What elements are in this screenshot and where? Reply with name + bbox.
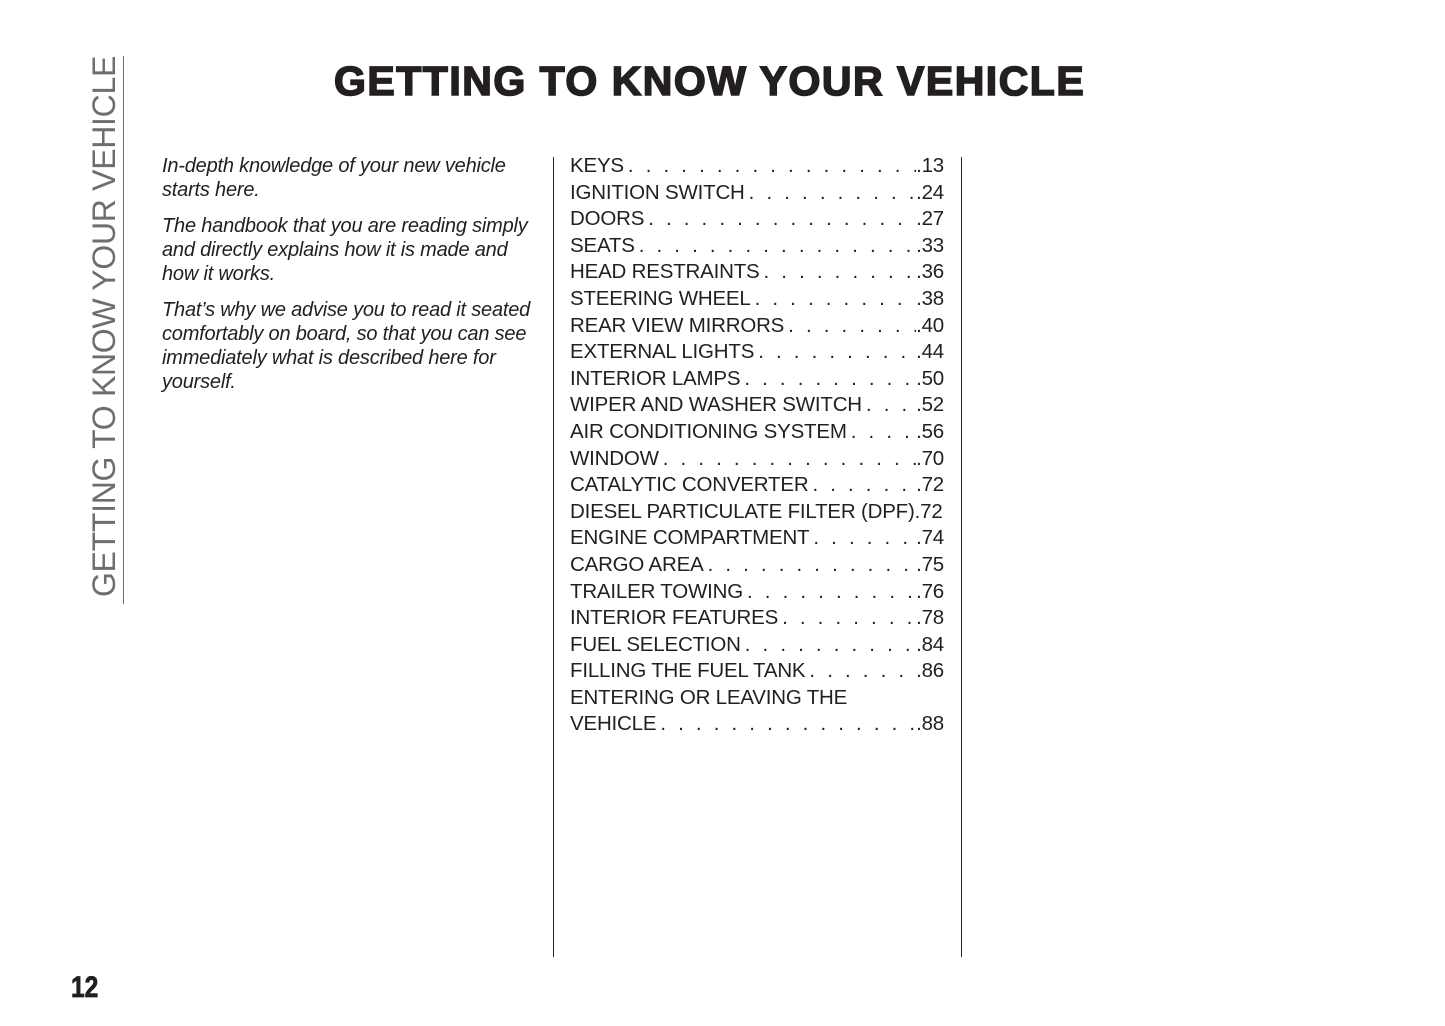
intro-paragraph: The handbook that you are reading simply and directly explains how it is made and how it works.: [162, 215, 528, 285]
toc-entry-page: .76: [916, 579, 944, 603]
toc-entry-page: .74: [916, 526, 944, 550]
toc-entry-page: .44: [916, 340, 944, 364]
toc-entry-seats[interactable]: [570, 233, 944, 260]
toc-entry-label: ENGINE COMPARTMENT: [570, 526, 810, 550]
toc-entry-head-restraints[interactable]: [570, 259, 944, 286]
toc-leader-dots: [805, 658, 916, 685]
toc-entry-trailer-towing[interactable]: [570, 579, 944, 606]
toc-leader-dots: [784, 313, 916, 340]
toc-entry-label: REAR VIEW MIRRORS: [570, 313, 785, 337]
toc-leader-dots: [741, 632, 916, 659]
toc-entry-label: KEYS: [570, 154, 624, 177]
toc-entry-label: SEATS: [570, 233, 635, 257]
toc-entry-page: .86: [916, 659, 944, 683]
toc-entry-page: .70: [916, 446, 944, 470]
toc-entry-cargo-area[interactable]: [570, 552, 944, 579]
toc-entry-page: .75: [916, 552, 944, 576]
toc-leader-dots: [808, 472, 916, 499]
toc-entry-label: FILLING THE FUEL TANK: [570, 659, 806, 683]
toc-leader-dots: [745, 180, 916, 207]
toc-entry-page: .72: [914, 499, 943, 523]
toc-entry-page: .88: [916, 712, 944, 736]
toc-entry-air-conditioning-system[interactable]: [570, 419, 944, 446]
toc-entry-page: .72: [916, 473, 944, 497]
page-number: 12: [71, 971, 99, 1004]
toc-leader-dots: [656, 711, 916, 738]
toc-entry-label: STEERING WHEEL: [570, 286, 751, 310]
toc-leader-dots: [751, 286, 917, 313]
toc-entry-engine-compartment[interactable]: [570, 525, 944, 552]
toc-entry-label: WINDOW: [570, 446, 659, 470]
column-divider-right: [961, 157, 962, 957]
toc-entry-label: DIESEL PARTICULATE FILTER (DPF): [570, 499, 915, 523]
toc-entry-rear-view-mirrors[interactable]: [570, 313, 944, 340]
toc-entry-external-lights[interactable]: [570, 339, 944, 366]
toc-entry-wiper-and-washer-switch[interactable]: [570, 392, 944, 419]
toc-entry-page: .52: [916, 393, 944, 417]
toc-entry-page: .84: [916, 632, 944, 656]
toc-entry-catalytic-converter[interactable]: [570, 472, 944, 499]
toc-entry-page: .27: [916, 207, 944, 231]
toc-entry-page: .24: [916, 180, 944, 204]
toc-entry-label: DOORS: [570, 207, 645, 231]
toc-leader-dots: [778, 605, 916, 632]
toc-entry-label: VEHICLE: [570, 712, 657, 736]
toc-leader-dots: [862, 392, 916, 419]
table-of-contents: [570, 153, 944, 738]
toc-entry-page: .78: [916, 606, 944, 630]
intro-paragraph: In-depth knowledge of your new vehicle starts here.: [162, 155, 506, 201]
intro-text: [162, 154, 542, 406]
toc-entry-label: WIPER AND WASHER SWITCH: [570, 393, 862, 417]
toc-entry-page: .56: [916, 419, 944, 443]
toc-leader-dots: [635, 233, 916, 260]
toc-entry-label: CARGO AREA: [570, 552, 704, 576]
toc-entry-label: AIR CONDITIONING SYSTEM: [570, 419, 847, 443]
toc-entry-label: TRAILER TOWING: [570, 579, 743, 603]
toc-entry-entering-or-leaving[interactable]: [570, 685, 944, 712]
toc-entry-label: FUEL SELECTION: [570, 632, 741, 656]
toc-leader-dots: [743, 579, 916, 606]
side-section-tab: [86, 56, 124, 604]
toc-leader-dots: [760, 259, 917, 286]
toc-leader-dots: [740, 366, 916, 393]
toc-entry-steering-wheel[interactable]: [570, 286, 944, 313]
toc-entry-doors[interactable]: [570, 206, 944, 233]
toc-leader-dots: [624, 153, 916, 180]
toc-entry-page: .33: [916, 233, 944, 257]
toc-leader-dots: [754, 339, 916, 366]
toc-entry-label: CATALYTIC CONVERTER: [570, 473, 809, 497]
toc-entry-label: INTERIOR LAMPS: [570, 366, 741, 390]
toc-entry-page: .50: [916, 366, 944, 390]
toc-entry-interior-features[interactable]: [570, 605, 944, 632]
toc-entry-label: IGNITION SWITCH: [570, 180, 745, 204]
toc-entry-label: EXTERNAL LIGHTS: [570, 340, 755, 364]
toc-entry-fuel-selection[interactable]: [570, 632, 944, 659]
side-section-tab-label: GETTING TO KNOW YOUR VEHICLE: [86, 56, 124, 604]
toc-entry-interior-lamps[interactable]: [570, 366, 944, 393]
toc-entry-vehicle[interactable]: [570, 711, 944, 738]
toc-entry-window[interactable]: [570, 446, 944, 473]
toc-leader-dots: [809, 525, 916, 552]
toc-entry-label: INTERIOR FEATURES: [570, 606, 779, 630]
toc-entry-label: HEAD RESTRAINTS: [570, 260, 760, 284]
column-divider-left: [553, 157, 554, 957]
toc-entry-diesel-particulate-filter[interactable]: [570, 499, 944, 526]
toc-entry-ignition-switch[interactable]: [570, 180, 944, 207]
intro-paragraph: That’s why we advise you to read it seated comfortably on board, so that you can see immediately what is described here for yourself.: [162, 299, 531, 393]
toc-entry-filling-the-fuel-tank[interactable]: [570, 658, 944, 685]
toc-entry-page: .36: [916, 260, 944, 284]
toc-entry-page: .40: [916, 313, 944, 337]
toc-leader-dots: [847, 419, 916, 446]
toc-leader-dots: [659, 446, 916, 473]
toc-leader-dots: [644, 206, 916, 233]
page-title: GETTING TO KNOW YOUR VEHICLE: [334, 58, 1086, 104]
toc-entry-page: .13: [916, 154, 944, 177]
toc-entry-keys[interactable]: [570, 153, 944, 180]
toc-entry-label: ENTERING OR LEAVING THE: [570, 685, 848, 709]
toc-entry-page: .38: [916, 286, 944, 310]
toc-leader-dots: [704, 552, 917, 579]
